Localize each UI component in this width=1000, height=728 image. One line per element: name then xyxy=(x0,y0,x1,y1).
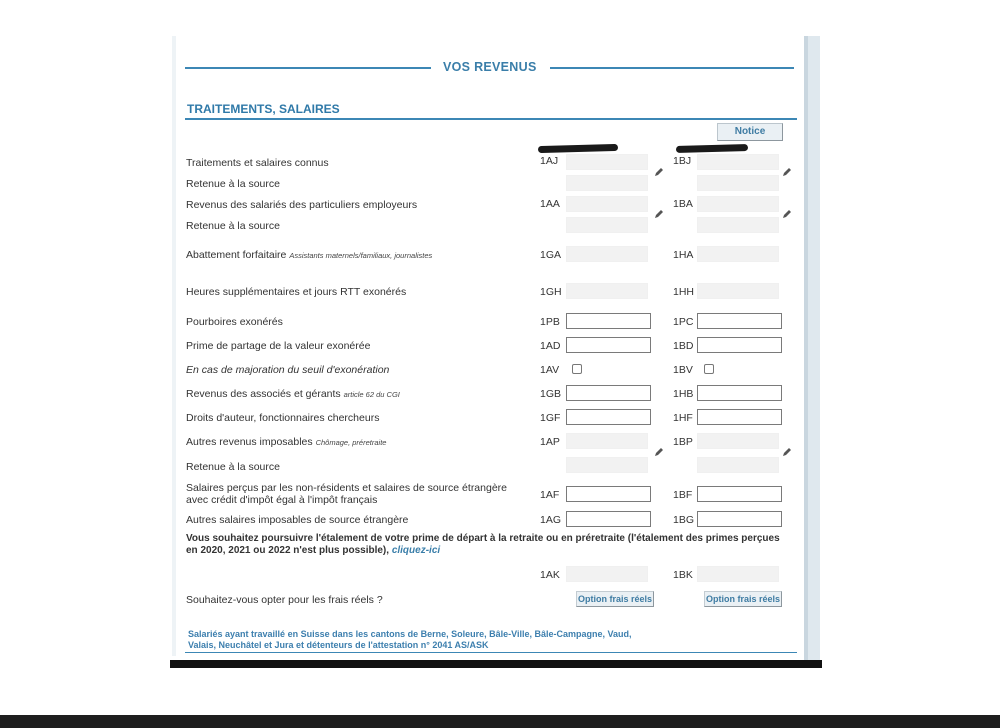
etalement-text: Vous souhaitez poursuivre l'étalement de votre prime de départ à la retraite ou en préretraite (l'étalement des primes perçues en 2020, 2021 ou 2022 n'est plus possible), xyxy=(186,533,780,556)
checkbox-1av[interactable] xyxy=(572,364,582,374)
code-1ap: 1AP xyxy=(540,436,560,448)
field-1bp[interactable] xyxy=(697,433,779,449)
pencil-icon[interactable] xyxy=(782,167,792,177)
field-1bj-retenue[interactable] xyxy=(697,175,779,191)
pencil-icon[interactable] xyxy=(782,447,792,457)
field-1bg[interactable] xyxy=(697,511,782,527)
page-edge xyxy=(172,36,176,656)
title-rule-left xyxy=(185,67,431,69)
row-label xyxy=(186,436,386,448)
field-1aj-retenue[interactable] xyxy=(566,175,648,191)
scrollbar-edge xyxy=(804,36,808,660)
scan-border xyxy=(0,715,1000,728)
field-1af[interactable] xyxy=(566,486,651,502)
pencil-icon[interactable] xyxy=(654,209,664,219)
code-1ha: 1HA xyxy=(673,249,694,261)
field-1gf[interactable] xyxy=(566,409,651,425)
suisse-line1: Salariés ayant travaillé en Suisse dans les cantons de Berne, Soleure, Bâle-Ville, Bâle-Campagne, Vaud, xyxy=(188,629,632,639)
row-note: Assistants maternels/familiaux, journalistes xyxy=(289,251,433,260)
row-label-text: Abattement forfaitaire xyxy=(186,249,287,261)
code-1bf: 1BF xyxy=(673,489,693,501)
row-label: Autres salaires imposables de source étrangère xyxy=(186,514,409,526)
row-label: Heures supplémentaires et jours RTT exonérés xyxy=(186,286,407,298)
sub-title: TRAITEMENTS, SALAIRES xyxy=(187,102,340,116)
code-1ad: 1AD xyxy=(540,340,561,352)
bottom-rule xyxy=(185,652,797,653)
code-1pc: 1PC xyxy=(673,316,694,328)
title-rule-right xyxy=(550,67,794,69)
code-1bd: 1BD xyxy=(673,340,694,352)
row-label: Pourboires exonérés xyxy=(186,316,283,328)
field-1aj[interactable] xyxy=(566,154,648,170)
field-1bj[interactable] xyxy=(697,154,779,170)
code-1gh: 1GH xyxy=(540,286,562,298)
suisse-line2: Valais, Neuchâtel et Jura et détenteurs de l'attestation n° 2041 AS/ASK xyxy=(188,640,489,650)
row-label xyxy=(186,482,507,506)
code-1bj: 1BJ xyxy=(673,155,692,167)
code-1ak: 1AK xyxy=(540,569,560,581)
subtitle-rule xyxy=(185,118,797,120)
field-1ad[interactable] xyxy=(566,337,651,353)
code-1aa: 1AA xyxy=(540,198,560,210)
field-1pb[interactable] xyxy=(566,313,651,329)
field-1bf[interactable] xyxy=(697,486,782,502)
code-1ga: 1GA xyxy=(540,249,562,261)
row-label-line1: Salaires perçus par les non-résidents et salaires de source étrangère xyxy=(186,482,508,494)
suisse-notice xyxy=(188,629,708,651)
code-1bv: 1BV xyxy=(673,364,693,376)
notice-button[interactable]: Notice xyxy=(717,123,783,141)
code-1hb: 1HB xyxy=(673,388,694,400)
row-label xyxy=(186,249,432,261)
row-label: En cas de majoration du seuil d'exonération xyxy=(186,364,390,376)
code-1af: 1AF xyxy=(540,489,560,501)
row-note: article 62 du CGI xyxy=(343,390,400,399)
row-label-text: Revenus des associés et gérants xyxy=(186,388,341,400)
code-1ba: 1BA xyxy=(673,198,693,210)
option-frais-reels-button-1[interactable]: Option frais réels xyxy=(576,591,654,607)
scan-cut-edge xyxy=(170,660,822,668)
field-1aa[interactable] xyxy=(566,196,648,212)
row-label-text: Autres revenus imposables xyxy=(186,436,313,448)
field-1pc[interactable] xyxy=(697,313,782,329)
row-label: Retenue à la source xyxy=(186,220,280,232)
field-1ap[interactable] xyxy=(566,433,648,449)
row-label: Retenue à la source xyxy=(186,461,280,473)
row-note: Chômage, préretraite xyxy=(315,438,387,447)
field-1ba[interactable] xyxy=(697,196,779,212)
pencil-icon[interactable] xyxy=(654,447,664,457)
section-title: VOS REVENUS xyxy=(443,60,537,74)
row-label: Revenus des salariés des particuliers employeurs xyxy=(186,199,418,211)
row-label-line2: avec crédit d'impôt égal à l'impôt français xyxy=(186,494,378,506)
option-frais-reels-button-2[interactable]: Option frais réels xyxy=(704,591,782,607)
code-1bg: 1BG xyxy=(673,514,695,526)
frais-reels-question: Souhaitez-vous opter pour les frais réels ? xyxy=(186,594,383,606)
field-1ak[interactable] xyxy=(566,566,648,582)
pencil-icon[interactable] xyxy=(654,167,664,177)
field-1hb[interactable] xyxy=(697,385,782,401)
field-1hf[interactable] xyxy=(697,409,782,425)
field-1bd[interactable] xyxy=(697,337,782,353)
row-label: Traitements et salaires connus xyxy=(186,157,329,169)
field-1ag[interactable] xyxy=(566,511,651,527)
field-1gb[interactable] xyxy=(566,385,651,401)
row-label: Droits d'auteur, fonctionnaires chercheurs xyxy=(186,412,380,424)
row-label: Retenue à la source xyxy=(186,178,280,190)
etalement-link[interactable]: cliquez-ici xyxy=(391,545,441,556)
pencil-icon[interactable] xyxy=(782,209,792,219)
code-1hf: 1HF xyxy=(673,412,693,424)
field-1ha[interactable] xyxy=(697,246,779,262)
code-1aj: 1AJ xyxy=(540,155,559,167)
field-1ga[interactable] xyxy=(566,246,648,262)
field-1ba-retenue[interactable] xyxy=(697,217,779,233)
field-1bk[interactable] xyxy=(697,566,779,582)
field-1bp-retenue[interactable] xyxy=(697,457,779,473)
code-1av: 1AV xyxy=(540,364,560,376)
field-1gh[interactable] xyxy=(566,283,648,299)
code-1gb: 1GB xyxy=(540,388,562,400)
field-1hh[interactable] xyxy=(697,283,779,299)
code-1bp: 1BP xyxy=(673,436,693,448)
field-1aa-retenue[interactable] xyxy=(566,217,648,233)
row-label: Prime de partage de la valeur exonérée xyxy=(186,340,371,352)
code-1ag: 1AG xyxy=(540,514,562,526)
code-1bk: 1BK xyxy=(673,569,693,581)
row-label xyxy=(186,388,400,400)
code-1pb: 1PB xyxy=(540,316,560,328)
field-1ap-retenue[interactable] xyxy=(566,457,648,473)
code-1gf: 1GF xyxy=(540,412,561,424)
checkbox-1bv[interactable] xyxy=(704,364,714,374)
code-1hh: 1HH xyxy=(673,286,695,298)
etalement-question xyxy=(186,533,786,557)
